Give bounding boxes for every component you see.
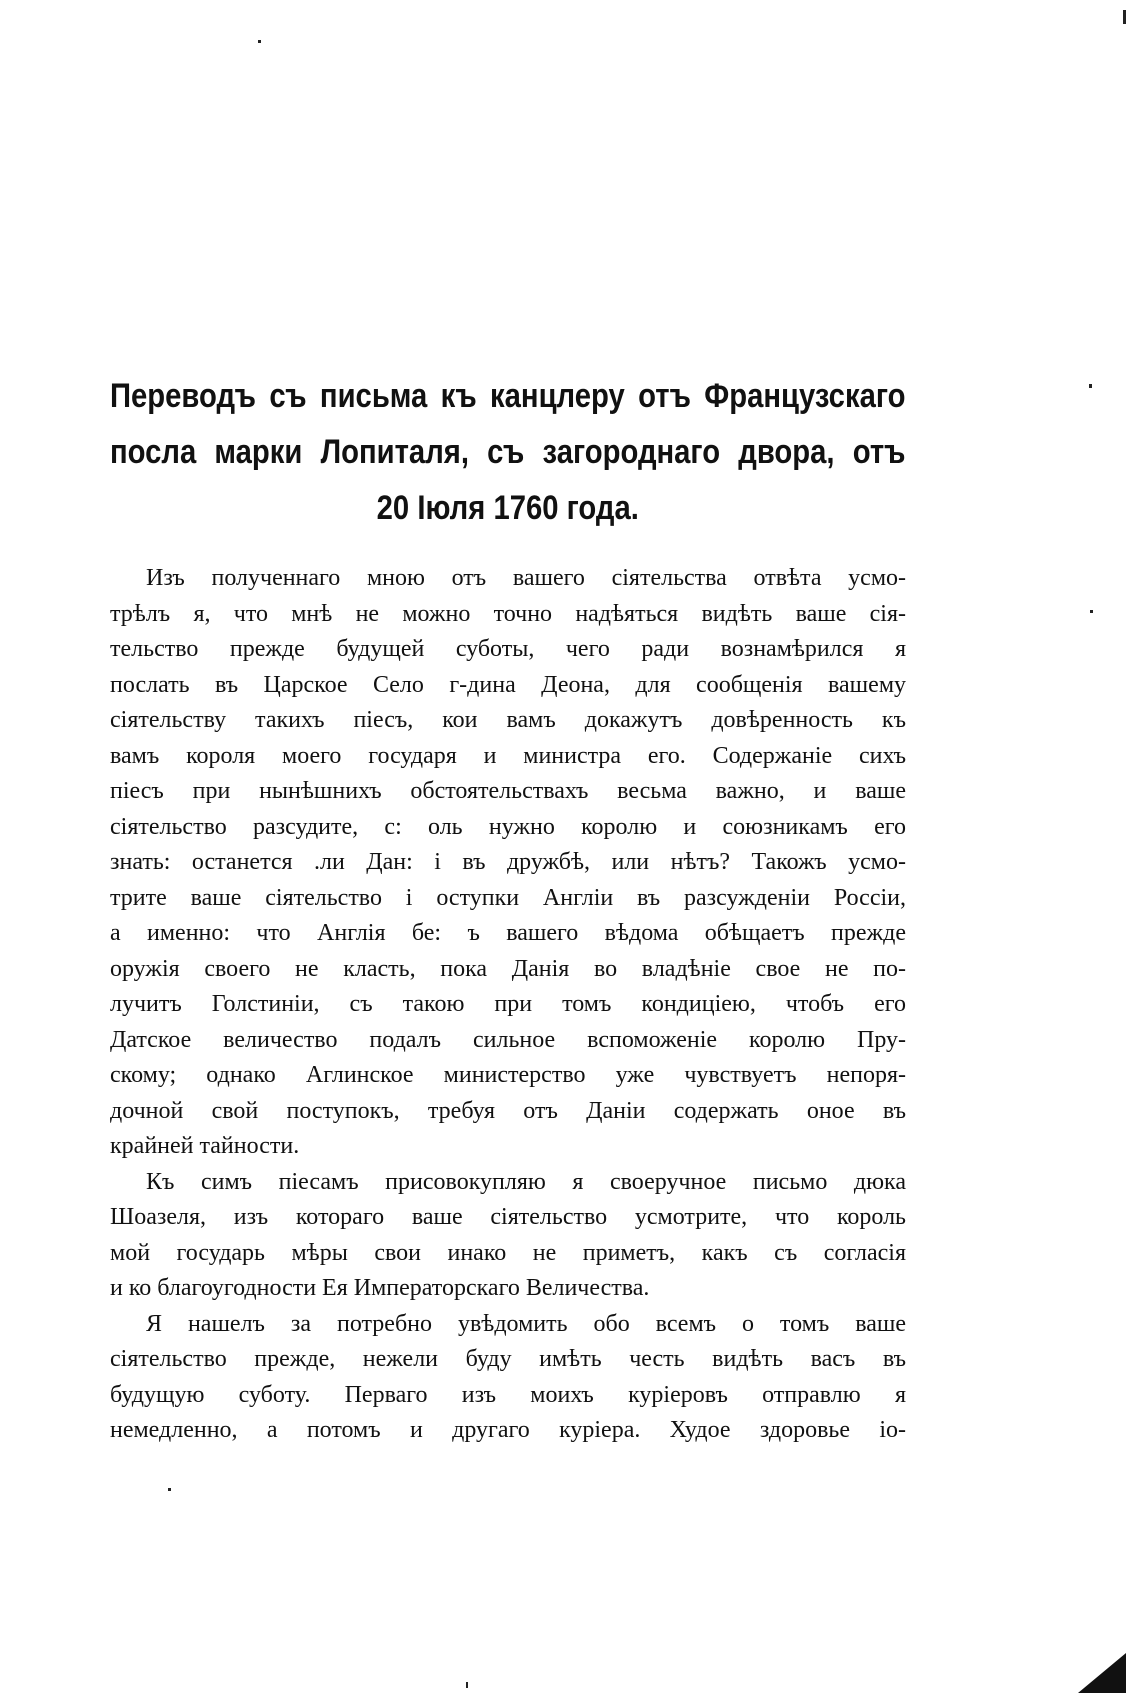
title-line: 20 Іюля 1760 года.: [376, 489, 639, 527]
text-line: будущую суботу. Перваго изъ моихъ куріеровъ отправлю я: [110, 1381, 906, 1408]
scan-speck: [258, 40, 261, 43]
text-line: крайней тайности.: [110, 1133, 300, 1159]
text-line: Къ симъ піесамъ присовокупляю я своеручное письмо дюка: [146, 1168, 906, 1195]
text-line: послать въ Царское Село г-дина Деона, для сообщенія вашему: [110, 671, 906, 698]
text-line: піесъ при нынѣшнихъ обстоятельствахъ весьма важно, и ваше: [110, 778, 906, 804]
text-line: и ко благоугодности Ея Императорскаго Величества.: [110, 1275, 650, 1301]
title-line: Переводъ съ письма къ канцлеру отъ Французскаго: [110, 377, 906, 415]
scan-speck: [466, 1682, 468, 1688]
text-line: сіятельство разсудите, с: оль нужно королю и союзникамъ его: [110, 813, 906, 840]
text-line: дочной свой поступокъ, требуя отъ Даніи содержать оное въ: [110, 1097, 906, 1124]
text-line: Шоазеля, изъ котораго ваше сіятельство усмотрите, что король: [110, 1204, 906, 1230]
scan-speck: [1090, 610, 1093, 613]
paragraph-3: [110, 1307, 906, 1449]
text-line: тельство прежде будущей суботы, чего ради вознамѣрился я: [110, 636, 906, 662]
scan-speck: [1123, 10, 1126, 24]
text-line: знать: останется .ли Дан: і въ дружбѣ, или нѣтъ? Такожъ усмо-: [110, 849, 906, 875]
text-line: сіятельству такихъ піесъ, кои вамъ докажутъ довѣренность къ: [110, 707, 906, 733]
text-line: сіятельство прежде, нежели буду имѣть честь видѣть васъ въ: [110, 1346, 906, 1372]
text-line: мой государь мѣры свои инако не приметъ, какъ съ согласія: [110, 1239, 906, 1266]
paragraph-2: [110, 1165, 906, 1307]
title-line: посла марки Лопиталя, съ загороднаго двора, отъ: [110, 433, 906, 471]
text-line: лучитъ Голстиніи, съ такою при томъ кондиціею, чтобъ его: [110, 991, 906, 1017]
letter-body: [110, 561, 906, 1449]
document-title: [110, 368, 906, 536]
text-line: вамъ короля моего государя и министра его. Содержаніе сихъ: [110, 742, 906, 769]
text-line: Изъ полученнаго мною отъ вашего сіятельства отвѣта усмо-: [146, 565, 906, 591]
paragraph-1: [110, 561, 906, 1165]
text-line: скому; однако Аглинское министерство уже чувствуетъ непоря-: [110, 1062, 906, 1088]
text-line: Я нашелъ за потребно увѣдомить обо всемъ о томъ ваше: [146, 1310, 906, 1337]
text-line: а именно: что Англія бе: ъ вашего вѣдома обѣщаетъ прежде: [110, 920, 906, 946]
text-line: трѣлъ я, что мнѣ не можно точно надѣяться видѣть ваше сія-: [110, 600, 906, 627]
scan-speck: [168, 1488, 171, 1491]
text-line: трите ваше сіятельство і оступки Англіи въ разсужденіи Россіи,: [110, 884, 906, 911]
corner-scan-artifact: [1078, 1653, 1126, 1693]
text-line: Датское величество подалъ сильное вспоможеніе королю Пру-: [110, 1026, 906, 1053]
text-line: немедленно, а потомъ и другаго куріера. Худое здоровье іо-: [110, 1417, 906, 1443]
text-line: оружія своего не класть, пока Данія во владѣніе свое не по-: [110, 955, 906, 982]
scan-speck: [1089, 384, 1092, 388]
